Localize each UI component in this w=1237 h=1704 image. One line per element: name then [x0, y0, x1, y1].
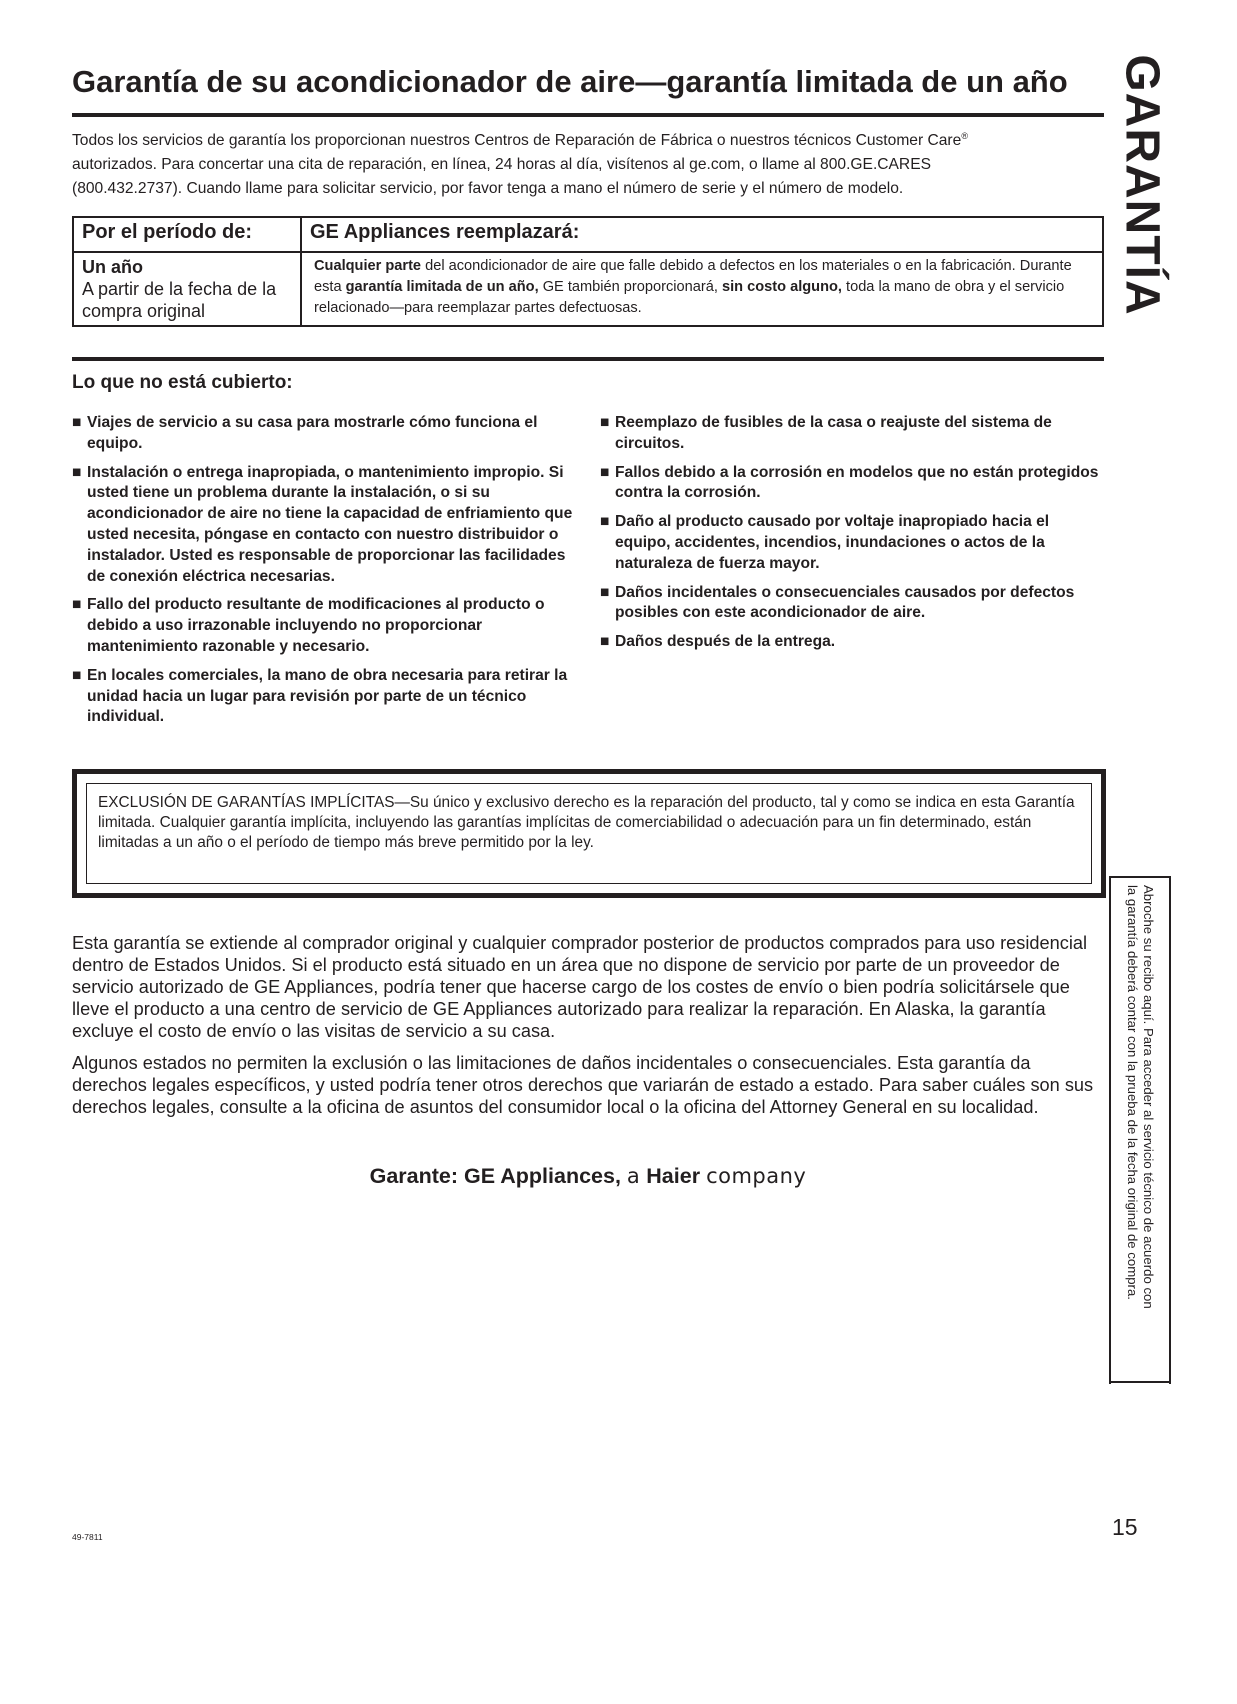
header-replace: GE Appliances reemplazará:	[301, 217, 1103, 252]
list-item-text: Fallos debido a la corrosión en modelos que no están protegidos contra la corrosión.	[615, 463, 1099, 502]
page-title: Garantía de su acondicionador de aire—garantía limitada de un año	[72, 64, 1068, 99]
list-item-text: Daños después de la entrega.	[615, 633, 836, 651]
guarantor-company: company	[706, 1164, 807, 1188]
intro-paragraph	[72, 124, 1108, 201]
receipt-note-line-2: la garantía deberá contar con la prueba de la fecha original de compra.	[1125, 885, 1140, 1300]
coverage-bold-1: Cualquier parte	[314, 258, 422, 274]
period-duration: Un año	[82, 257, 143, 277]
list-item	[72, 666, 582, 728]
exclusion-text: EXCLUSIÓN DE GARANTÍAS IMPLÍCITAS—Su único y exclusivo derecho es la reparación del producto, tal y como se indica en esta Garantía limitada. Cualquier garantía implícita, incluyendo las garantías implícitas de comerciabilidad o adecuación para un fin determinado, están limitadas a un año o el período de tiempo más breve permitido por la ley.	[98, 794, 1075, 851]
section-tab-label: GARANTÍA	[1115, 54, 1169, 316]
list-item-text: En locales comerciales, la mano de obra necesaria para retirar la unidad hacia un lugar para revisión por parte de un técnico individual.	[87, 666, 568, 726]
list-item	[600, 463, 1100, 505]
receipt-note-line-1: Abroche su recibo aquí. Para acceder al servicio técnico de acuerdo con	[1141, 885, 1156, 1309]
list-item-text: Daño al producto causado por voltaje inapropiado hacia el equipo, accidentes, incendios, inundaciones o actos de la naturaleza de fuerza mayor.	[615, 513, 1050, 572]
not-covered-right-column	[600, 413, 1100, 661]
legal-rights-paragraph: Algunos estados no permiten la exclusión o las limitaciones de daños incidentales o consecuenciales. Esta garantía da derechos legales específicos, y usted podría tener otros derechos que variarán de estado a estado. Para saber cuáles son sus derechos legales, consulte a la oficina de asuntos del consumidor local o la oficina del Attorney General en su localidad.	[72, 1053, 1094, 1117]
guarantor-a: a	[626, 1164, 641, 1188]
list-item-text: Viajes de servicio a su casa para mostrarle cómo funciona el equipo.	[87, 414, 538, 452]
list-item	[72, 463, 582, 588]
guarantor-label: Garante: GE Appliances,	[369, 1164, 621, 1188]
receipt-note	[1109, 876, 1171, 1684]
list-item	[600, 413, 1100, 455]
bullet-icon: ■	[600, 513, 610, 531]
page-number: 15	[1112, 1514, 1138, 1540]
coverage-text-2: GE también proporcionará,	[538, 279, 722, 295]
list-item	[600, 583, 1100, 625]
section-rule	[72, 357, 1104, 361]
coverage-cell	[301, 252, 1103, 326]
not-covered-left-column	[72, 413, 582, 736]
coverage-text	[310, 256, 1094, 319]
receipt-note-text	[1124, 885, 1156, 1675]
coverage-text-1: del acondicionador de aire que falle debido a defectos en los materiales o en la fabricación. Durante esta	[314, 258, 1072, 295]
intro-line-3: (800.432.2737). Cuando llame para solicitar servicio, por favor tenga a mano el número de serie y el número de modelo.	[72, 180, 904, 198]
intro-line-1: Todos los servicios de garantía los proporcionan nuestros Centros de Reparación de Fábrica o nuestros técnicos Customer Care	[72, 132, 962, 150]
list-item	[72, 595, 582, 657]
period-start: A partir de la fecha de la compra original	[82, 279, 277, 321]
list-item-text: Instalación o entrega inapropiada, o mantenimiento impropio. Si usted tiene un problema durante la instalación, o si su acondicionador de aire no tiene la capacidad de enfriamiento que usted necesita, póngase en contacto con nuestro distribuidor o instalador. Usted es responsable de proporcionar las facilidades de conexión eléctrica necesarias.	[87, 463, 573, 585]
not-covered-title: Lo que no está cubierto:	[72, 372, 293, 393]
coverage-bold-2: garantía limitada de un año,	[345, 279, 539, 295]
period-cell	[73, 252, 301, 326]
list-item	[600, 632, 1100, 653]
registered-mark: ®	[961, 131, 968, 141]
bullet-icon: ■	[72, 596, 82, 614]
bullet-icon: ■	[600, 633, 610, 651]
guarantor-line	[72, 1162, 1104, 1190]
bullet-icon: ■	[72, 666, 82, 684]
section-tab	[1112, 54, 1172, 316]
document-number: 49-7811	[72, 1532, 103, 1542]
guarantor-haier: Haier	[646, 1164, 701, 1188]
list-item-text: Reemplazo de fusibles de la casa o reajuste del sistema de circuitos.	[615, 414, 1052, 452]
bullet-icon: ■	[600, 583, 610, 601]
list-item-text: Daños incidentales o consecuenciales causados por defectos posibles con este acondicionador de aire.	[615, 583, 1075, 622]
warranty-table	[72, 216, 1104, 327]
header-period: Por el período de:	[73, 217, 301, 252]
bullet-icon: ■	[72, 414, 82, 431]
coverage-text-3: toda la mano de obra y el servicio relacionado—para reemplazar partes defectuosas.	[314, 279, 1065, 316]
list-item	[72, 413, 582, 455]
bullet-icon: ■	[600, 463, 610, 481]
intro-line-2: autorizados. Para concertar una cita de reparación, en línea, 24 horas al día, visítenos al ge.com, o llame al 800.GE.CARES	[72, 156, 931, 174]
coverage-bold-3: sin costo alguno,	[721, 279, 842, 295]
bullet-icon: ■	[72, 463, 82, 481]
coverage-scope-paragraph: Esta garantía se extiende al comprador original y cualquier comprador posterior de productos comprados para uso residencial dentro de Estados Unidos. Si el producto está situado en un área que no dispone de servicio por parte de un proveedor de servicio autorizado de GE Appliances, podría tener que hacerse cargo de los costes de envío o bien podría solicitársele que lleve el producto a una centro de servicio de GE Appliances autorizado para realizar la reparación. En Alaska, la garantía excluye el costo de envío o las visitas de servicio a su casa.	[72, 933, 1088, 1041]
title-rule	[72, 113, 1104, 117]
bullet-icon: ■	[600, 414, 610, 431]
list-item-text: Fallo del producto resultante de modificaciones al producto o debido a uso irrazonable incluyendo no proporcionar mantenimiento razonable y necesario.	[87, 596, 545, 655]
list-item	[600, 512, 1100, 574]
